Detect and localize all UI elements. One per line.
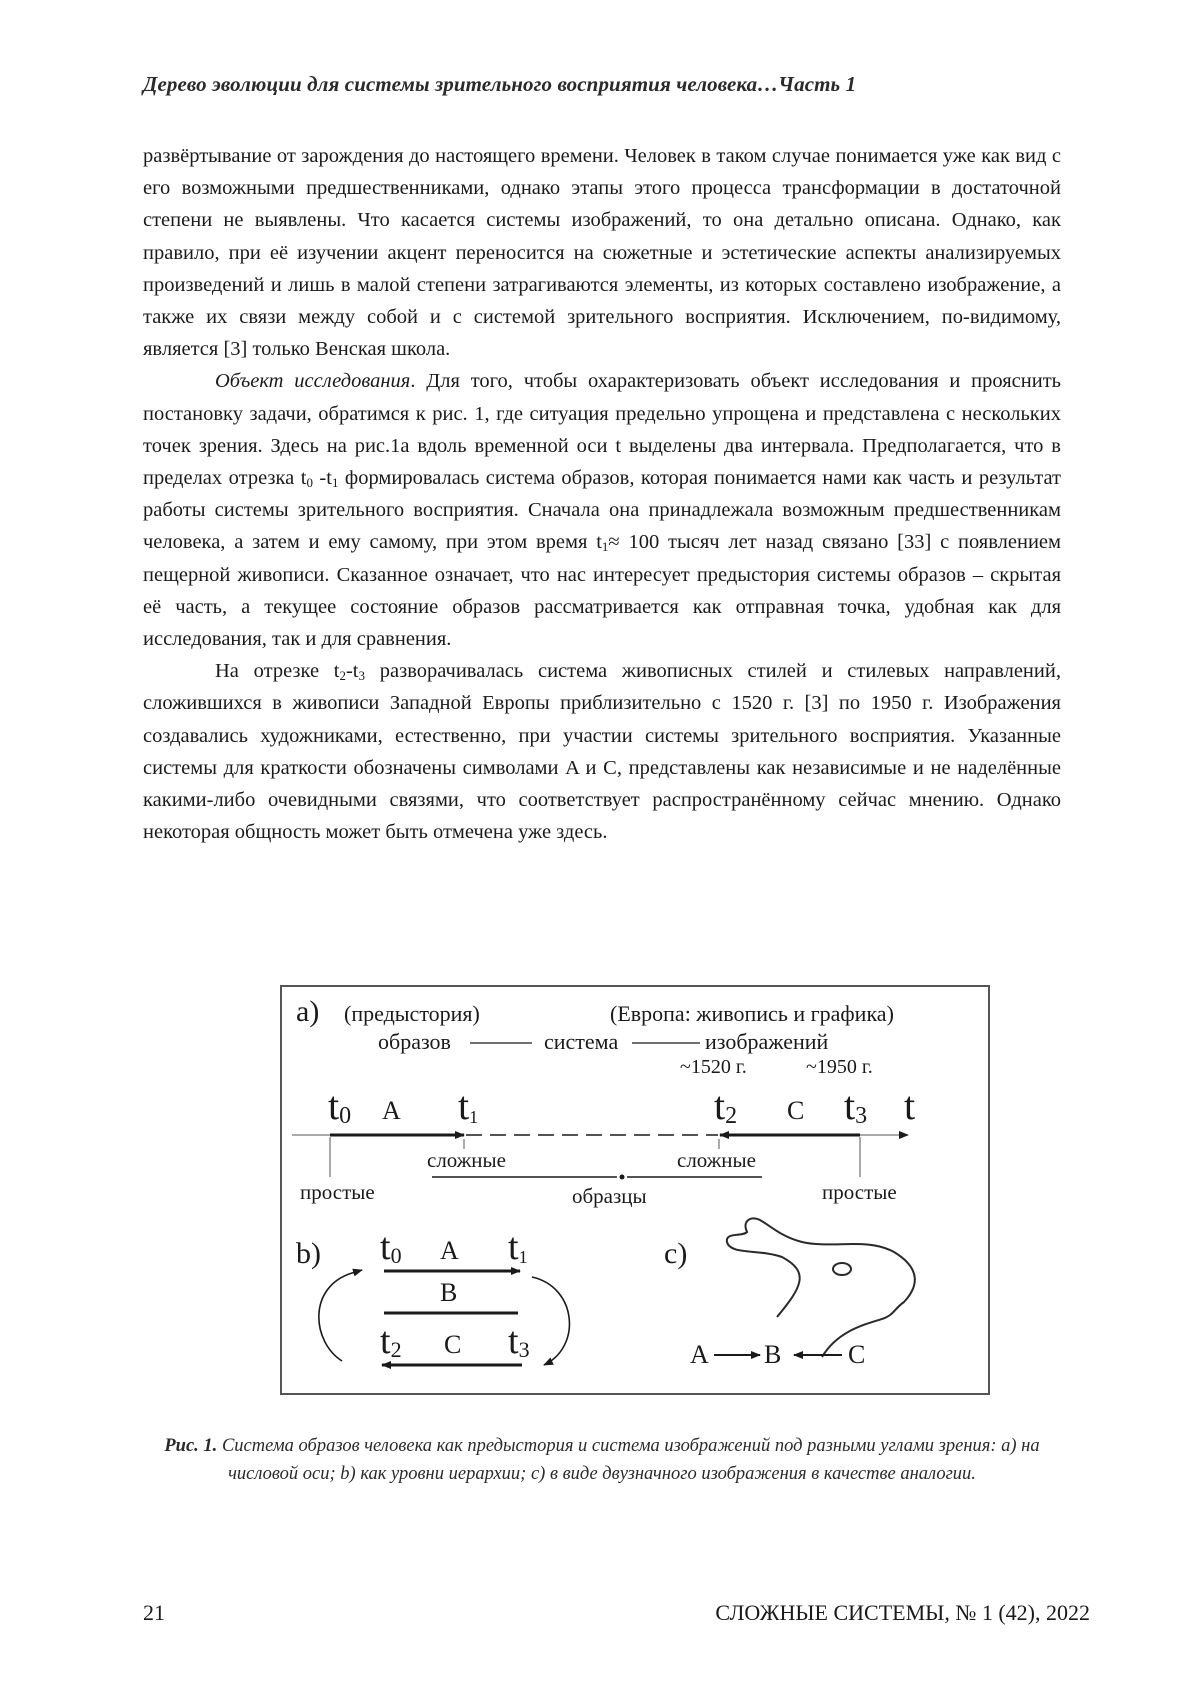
b-t2-label: t2 [380,1320,402,1362]
c-c-label: C [848,1340,866,1369]
paragraph-2 [143,365,1061,655]
system-word: система [544,1029,619,1054]
images-word: образов [378,1029,451,1054]
paragraph-1 [143,140,1061,365]
subscript: 2 [339,668,346,684]
subscript: 1 [331,475,339,491]
year-end: ~1950 г. [806,1056,873,1078]
prehistory-label: (предыстория) [344,1001,480,1026]
body-text [143,140,1061,848]
caption-label: Рис. 1. [164,1436,218,1456]
subscript: 0 [306,475,313,491]
figure-diagram [282,987,992,1397]
a-label: A [382,1096,401,1125]
subscript: 3 [358,668,366,684]
panel-b-label: b) [296,1237,321,1270]
complex-left: сложные [427,1148,506,1172]
t2-label: t2 [714,1083,738,1129]
t3-label: t3 [844,1083,868,1129]
t1-label: t1 [458,1083,479,1128]
journal-footer: СЛОЖНЫЕ СИСТЕМЫ, № 1 (42), 2022 [715,1600,1090,1625]
b-cycle-arrow-right [532,1277,569,1365]
panel-c-label: c) [664,1237,688,1270]
t-axis-label: t [904,1083,916,1128]
simple-left: простые [300,1180,375,1204]
paragraph-2-text-d: ≈ 100 тысяч лет назад связано [33] с появлением пещерной живописи. Сказанное означает, что нас интересует предыстория системы образов – скрытая её часть, а текущее состояние образов рассматривается как отправная точка, удобная как для исследования, так и для сравнения. [143,531,1061,651]
b-c-label: C [444,1330,462,1359]
caption-text: Система образов человека как предыстория и система изображений под разными углами зрения: a) на числовой оси; b) как уровни иерархии; c) в виде двузначного изображения в качестве аналогии. [217,1436,1040,1484]
paragraph-3-text-c: разворачивалась система живописных стилей и стилевых направлений, сложившихся в живописи Западной Европы приблизительно с 1520 г. [3] по 1950 г. Изображения создавались художниками, естественно, при участии системы зрительного восприятия. Указанные системы для краткости обозначены символами A и C, представлены как независимые и не наделённые какими-либо очевидными связями, что соответствует распространённому сейчас мнению. Однако некоторая общность может быть отмечена уже здесь. [143,660,1061,844]
b-b-label: B [440,1278,458,1307]
duck-rabbit-eye [833,1263,851,1275]
figure-caption [143,1432,1061,1488]
samples-label: образцы [572,1184,647,1208]
running-head: Дерево эволюции для системы зрительного восприятия человека…Часть 1 [143,72,857,96]
europe-label: (Европа: живопись и графика) [610,1001,894,1026]
year-start: ~1520 г. [680,1056,747,1078]
duck-rabbit-drawing [727,1218,915,1357]
b-t3-label: t3 [508,1320,530,1362]
c-label: C [787,1096,805,1125]
paragraph-2-text-a: . Для того, чтобы охарактеризовать объект исследования и прояснить постановку задачи, обратимся к рис. 1, где ситуация предельно упрощена и представлена с нескольких точек зрения. Здесь на рис.1a вдоль временной оси t выделены два интервала. Предполагается, что в пределах отрезка t [143,370,1061,490]
paragraph-2-text-b: -t [312,467,332,490]
b-t1-label: t1 [508,1226,528,1268]
simple-right: простые [822,1180,897,1204]
b-cycle-arrow-left [319,1270,362,1361]
paragraph-3 [143,655,1061,848]
b-t0-label: t0 [380,1226,402,1268]
panel-a-label: a) [296,995,320,1028]
samples-dot [620,1175,625,1180]
paragraph-2-lead: Объект исследования [215,370,411,393]
t0-label: t0 [328,1083,352,1129]
subscript: 1 [601,539,609,555]
paragraph-3-text-a: На отрезке t [215,660,340,683]
depictions-word: изображений [705,1029,829,1054]
paragraph-2-text-c: формировалась система образов, которая понимается нами как часть и результат работы системы зрительного восприятия. Сначала она принадлежала возможным предшественникам человека, а затем и ему самому, при этом время t [143,467,1061,554]
b-a-label: A [440,1236,459,1265]
paragraph-1-text: развёртывание от зарождения до настоящего времени. Человек в таком случае понимается уже как вид с его возможными предшественниками, однако этапы этого процесса трансформации в достаточной степени не выявлены. Что касается системы изображений, то она детально описана. Однако, как правило, при её изучении акцент переносится на сюжетные и эстетические аспекты анализируемых произведений и лишь в малой степени затрагиваются элементы, из которых составлено изображение, а также их связи между собой и с системой зрительного восприятия. Исключением, по-видимому, является [3] только Венская школа. [143,145,1061,361]
c-a-label: A [690,1340,709,1369]
c-b-label: B [764,1340,782,1369]
paragraph-3-text-b: -t [345,660,359,683]
complex-right: сложные [677,1148,756,1172]
page-number: 21 [143,1600,165,1625]
figure-1 [280,985,990,1395]
